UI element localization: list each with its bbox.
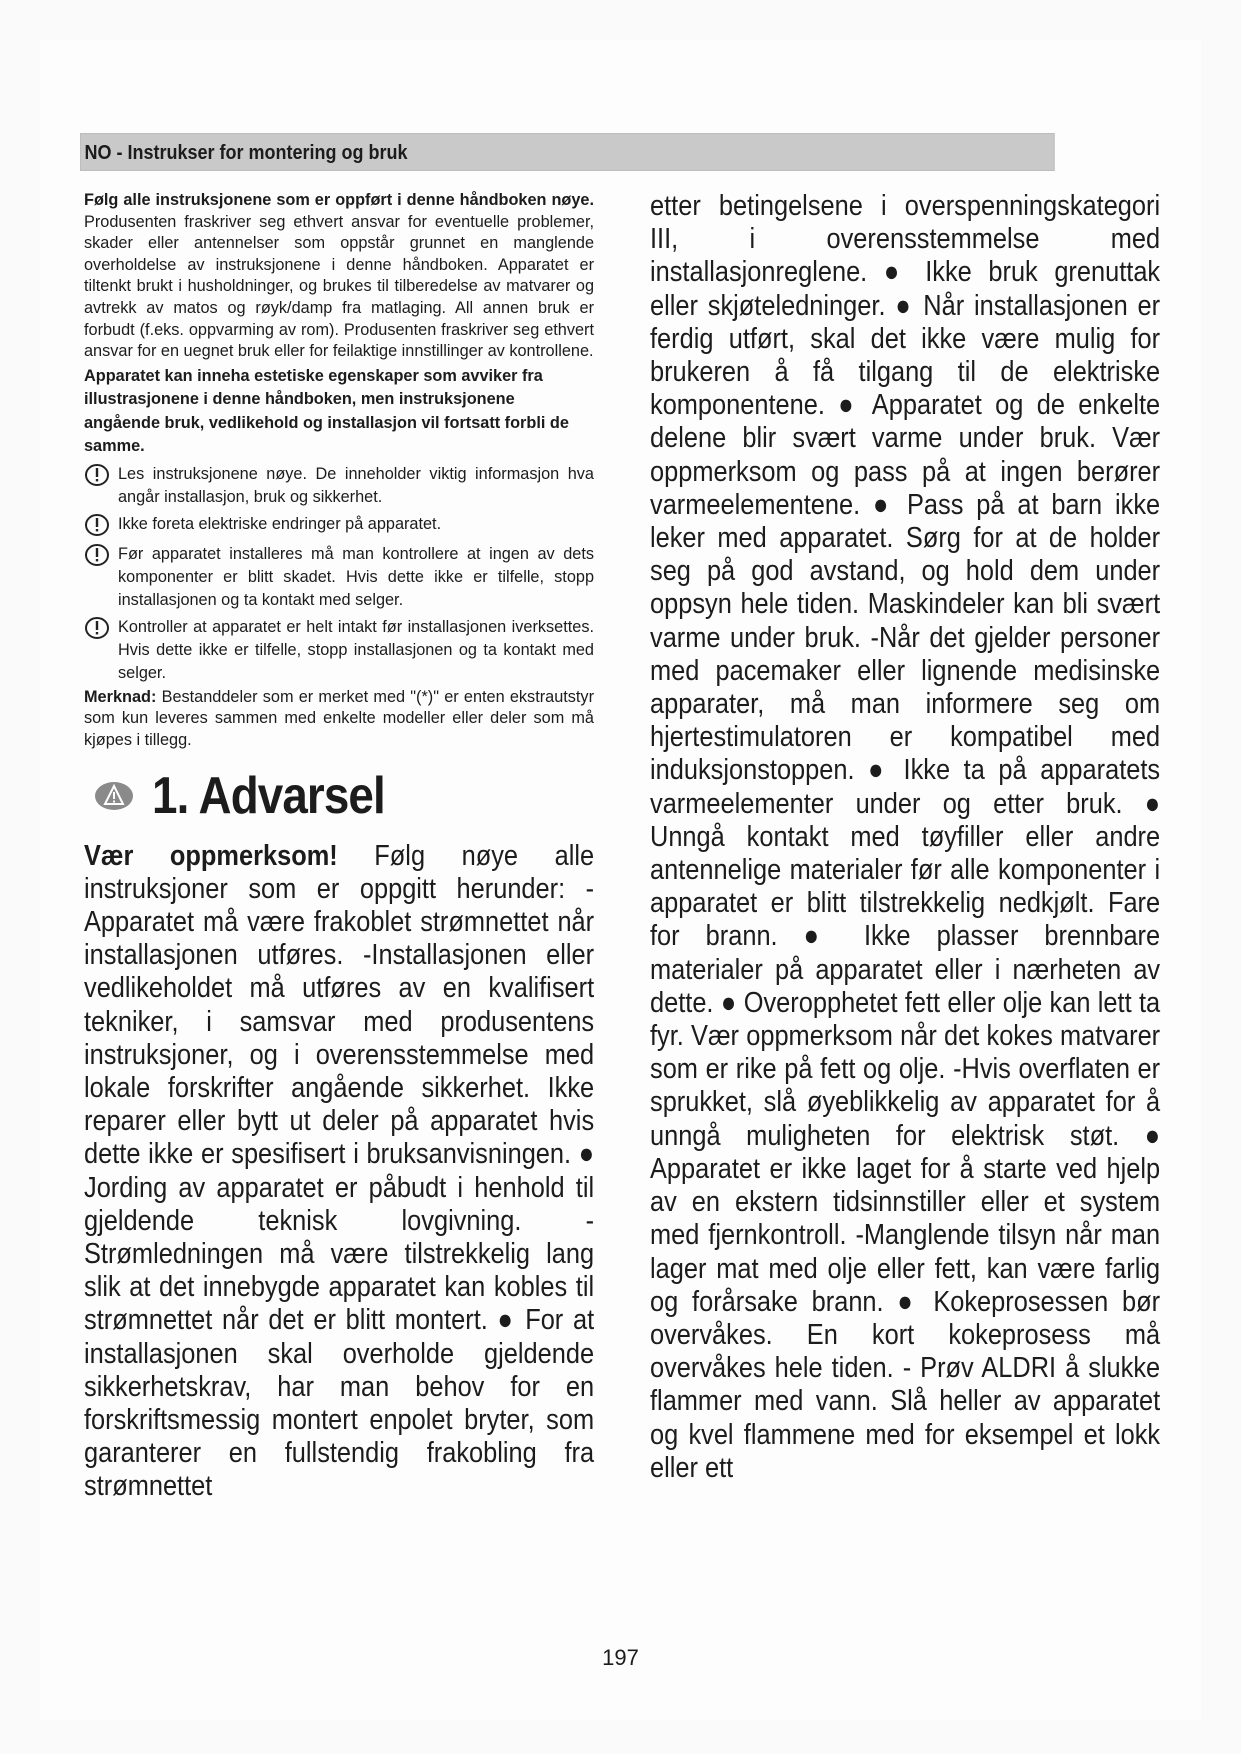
intro-bold-note: Apparatet kan inneha estetiske egenskaper som avviker fra illustrasjonene i denne håndboken, men instruksjonene angående bruk, vedlikehold og installasjon vil fortsatt forbli de samme. [84, 366, 569, 456]
body-bold-lead: Vær oppmerksom! [84, 839, 338, 872]
section-heading [84, 766, 594, 826]
note-paragraph [84, 687, 594, 752]
left-column [84, 190, 594, 1504]
warning-text: Les instruksjonene nøye. De inneholder viktig informasjon hva angår installasjon, bruk og sikkerhet. [118, 464, 594, 506]
section-title: 1. Advarsel [152, 766, 385, 825]
exclamation-circle-icon [84, 616, 118, 642]
page-number: 197 [602, 1645, 639, 1670]
warning-item [84, 463, 594, 509]
warning-text: Kontroller at apparatet er helt intakt før installasjonen iverksettes. Hvis dette ikke er tilfelle, stopp installasjonen og ta kontakt med selger. [118, 617, 594, 682]
exclamation-circle-icon [84, 543, 118, 569]
intro-block [84, 190, 594, 459]
exclamation-circle-icon [84, 513, 118, 539]
intro-text: Produsenten fraskriver seg ethvert ansvar for eventuelle problemer, skader eller antennelser som oppstår grunnet en manglende overholdelse av instruksjonene i denne håndboken. Apparatet er tiltenkt brukt i husholdninger, og brukes til tilberedelse av matvarer og avtrekk av matos og røyk/damp fra matlaging. All annen bruk er forbudt (f.eks. oppvarming av rom). Produsenten fraskriver seg ethvert ansvar for en uegnet bruk eller for feilaktige innstillinger av kontrollene. [84, 212, 594, 361]
intro-paragraph [84, 190, 594, 363]
intro-bold-lead: Følg alle instruksjonene som er oppført i denne håndboken nøye. [84, 191, 594, 209]
body-text: Følg nøye alle instruksjoner som er oppgitt herunder: - Apparatet må være frakoblet strømnettet når installasjonen utføres. -Installasjonen eller vedlikeholdet må utføres av en kvalifisert tekniker, i samsvar med produsentens instruksjoner, og i overensstemmelse med lokale forskrifter angående sikkerhet. Ikke reparer eller bytt ut deler på apparatet hvis dette ikke er spesifisert i bruksanvisningen. ● Jording av apparatet er påbudt i henhold til gjeldende teknisk lovgivning. - Strømledningen må være tilstrekkelig lang slik at det innebygde apparatet kan kobles til strømnettet når det er blitt montert. ● For at installasjonen skal overholde gjeldende sikkerhetskrav, har man behov for en forskriftsmessig montert enpolet bryter, som garanterer en fullstendig frakobling fra strømnettet [84, 839, 595, 1503]
left-body-text [84, 840, 594, 1504]
warning-item [84, 616, 594, 685]
note-text: Bestanddeler som er merket med "(*)" er enten ekstrautstyr som kun leveres sammen med enkelte modeller eller deler som må kjøpes i tillegg. [84, 687, 594, 749]
warning-triangle-icon [94, 781, 134, 811]
warning-text: Før apparatet installeres må man kontrollere at ingen av dets komponenter er blitt skadet. Hvis dette ikke er tilfelle, stopp installasjonen og ta kontakt med selger. [118, 544, 594, 609]
note-label: Merknad: [84, 687, 157, 706]
exclamation-circle-icon [84, 463, 118, 489]
warning-item [84, 543, 594, 612]
right-column [650, 190, 1160, 1485]
warning-text: Ikke foreta elektriske endringer på apparatet. [118, 514, 442, 533]
right-body-text: etter betingelsene i overspenningskategori III, i overensstemmelse med installasjonreglene. ● Ikke bruk grenuttak eller skjøteledninger. ● Når installasjonen er ferdig utført, skal det ikke være mulig for brukeren å få tilgang til de elektriske komponentene. ● Apparatet og de enkelte delene blir svært varme under bruk. Vær oppmerksom og pass på at ingen berører varmeelementene. ● Pass på at barn ikke leker med apparatet. Sørg for at de holder seg på god avstand, og hold dem under oppsyn hele tiden. Maskindeler kan bli svært varme under bruk. -Når det gjelder personer med pacemaker eller lignende medisinske apparater, må man informere seg om hjertestimulatoren er kompatibel med induksjonstoppen. ● Ikke ta på apparatets varmeelementer under og etter bruk. ● Unngå kontakt med tøyfiller eller andre antennelige materialer før alle komponenter i apparatet er blitt tilstrekkelig nedkjølt. Fare for brann. ● Ikke plasser brennbare materialer på apparatet eller i nærheten av dette. ● Overopphetet fett eller olje kan lett ta fyr. Vær oppmerksom når det kokes matvarer som er rike på fett og olje. -Hvis overflaten er sprukket, slå øyeblikkelig av apparatet for å unngå muligheten for elektrisk støt. ● Apparatet er ikke laget for å starte ved hjelp av en ekstern tidsinnstiller eller et system med fjernkontroll. -Manglende tilsyn når man lager mat med olje eller fett, kan være farlig og forårsake brann. ● Kokeprosessen bør overvåkes. En kort kokeprosess må overvåkes hele tiden. - Prøv ALDRI å slukke flammer med vann. Slå heller av apparatet og kvel flammene med for eksempel et lokk eller ett [650, 190, 1161, 1484]
warning-item [84, 513, 594, 539]
document-header: NO - Instrukser for montering og bruk [80, 133, 1055, 171]
